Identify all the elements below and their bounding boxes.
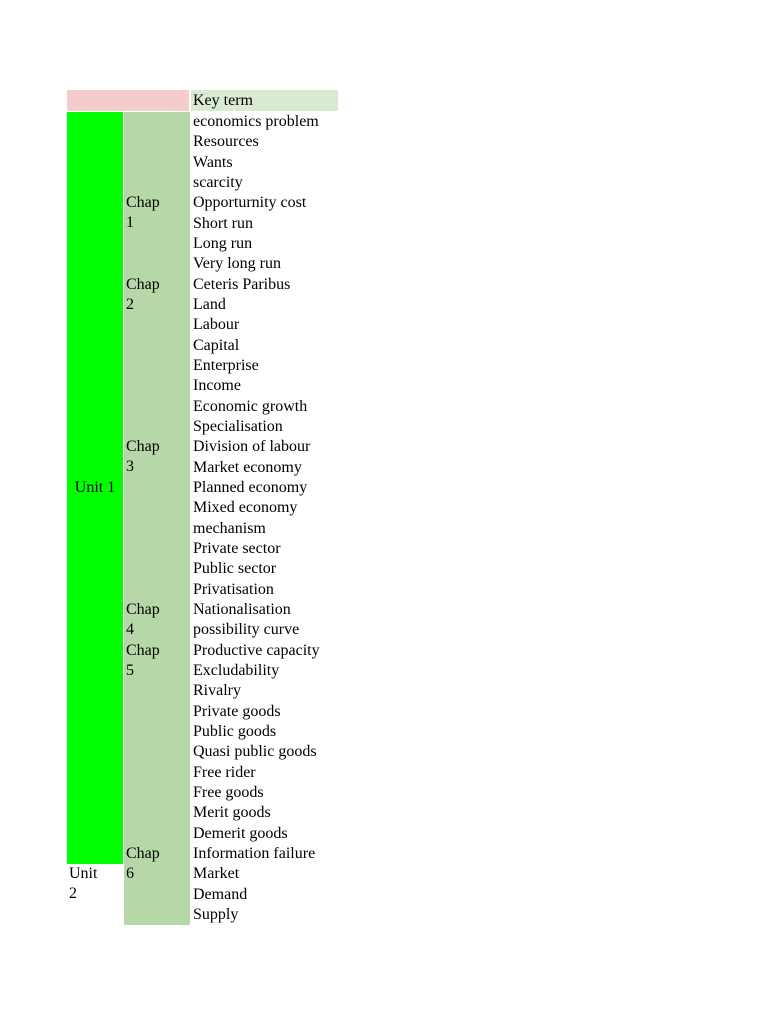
key-term-cell[interactable]: Market economy — [193, 458, 302, 476]
key-term-cell[interactable]: mechanism — [193, 519, 266, 537]
key-term-cell[interactable]: Public goods — [193, 722, 277, 740]
key-term-cell[interactable]: Income — [193, 377, 241, 395]
chapter-label: Chap 2 — [126, 275, 160, 313]
key-term-cell[interactable]: Market — [193, 865, 240, 883]
chapter-label: Chap 1 — [126, 194, 160, 232]
key-term-cell[interactable]: Wants — [193, 153, 233, 171]
chapter-label: Chap 6 — [126, 844, 160, 882]
key-term-cell[interactable]: Ceteris Paribus — [193, 275, 291, 293]
key-term-cell[interactable]: Private sector — [193, 539, 281, 557]
key-term-cell[interactable]: Enterprise — [193, 356, 259, 374]
key-term-cell[interactable]: Supply — [193, 905, 239, 923]
key-term-cell[interactable]: Demand — [193, 885, 248, 903]
key-term-cell[interactable]: Merit goods — [193, 804, 271, 822]
key-term-cell[interactable]: Land — [193, 295, 226, 313]
chapter-band[interactable] — [124, 112, 190, 925]
key-term-cell[interactable]: Quasi public goods — [193, 743, 317, 761]
key-term-cell[interactable]: Long run — [193, 234, 253, 252]
unit-label: Unit 1 — [74, 478, 116, 496]
key-term-cell[interactable]: scarcity — [193, 173, 243, 191]
key-term-cell[interactable]: Very long run — [193, 255, 281, 273]
header-blank-cell[interactable] — [67, 90, 189, 111]
key-term-cell[interactable]: Opporturnity cost — [193, 194, 307, 212]
key-term-cell[interactable]: Public sector — [193, 560, 277, 578]
key-term-cell[interactable]: Specialisation — [193, 417, 283, 435]
key-term-cell[interactable]: Labour — [193, 316, 240, 334]
key-term-cell[interactable]: Rivalry — [193, 682, 241, 700]
key-term-cell[interactable]: Nationalisation — [193, 600, 291, 618]
key-term-cell[interactable]: economics problem — [193, 113, 319, 130]
unit-label: Unit 2 — [69, 865, 98, 903]
key-term-cell[interactable]: Excludability — [193, 661, 280, 679]
chapter-label: Chap 4 — [126, 600, 160, 638]
key-term-cell[interactable]: Short run — [193, 214, 253, 232]
chapter-label: Chap 5 — [126, 641, 160, 679]
key-term-cell[interactable]: Privatisation — [193, 580, 274, 598]
key-term-cell[interactable]: Free goods — [193, 783, 264, 801]
key-term-cell[interactable]: Division of labour — [193, 438, 311, 456]
key-term-cell[interactable]: Free rider — [193, 763, 256, 781]
key-term-cell[interactable]: Mixed economy — [193, 499, 298, 517]
key-term-cell[interactable]: Economic growth — [193, 397, 308, 415]
key-term-cell[interactable]: Private goods — [193, 702, 281, 720]
key-term-cell[interactable]: Capital — [193, 336, 240, 354]
key-term-cell[interactable]: Planned economy — [193, 478, 308, 496]
key-term-cell[interactable]: possibility curve — [193, 621, 300, 639]
key-term-header: Key term — [193, 92, 253, 109]
key-term-header-cell[interactable] — [191, 90, 338, 111]
chapter-label: Chap 3 — [126, 438, 160, 476]
key-term-cell[interactable]: Demerit goods — [193, 824, 288, 842]
key-term-cell[interactable]: Productive capacity — [193, 641, 320, 659]
key-term-cell[interactable]: Resources — [193, 133, 259, 151]
key-term-cell[interactable]: Information failure — [193, 844, 316, 862]
